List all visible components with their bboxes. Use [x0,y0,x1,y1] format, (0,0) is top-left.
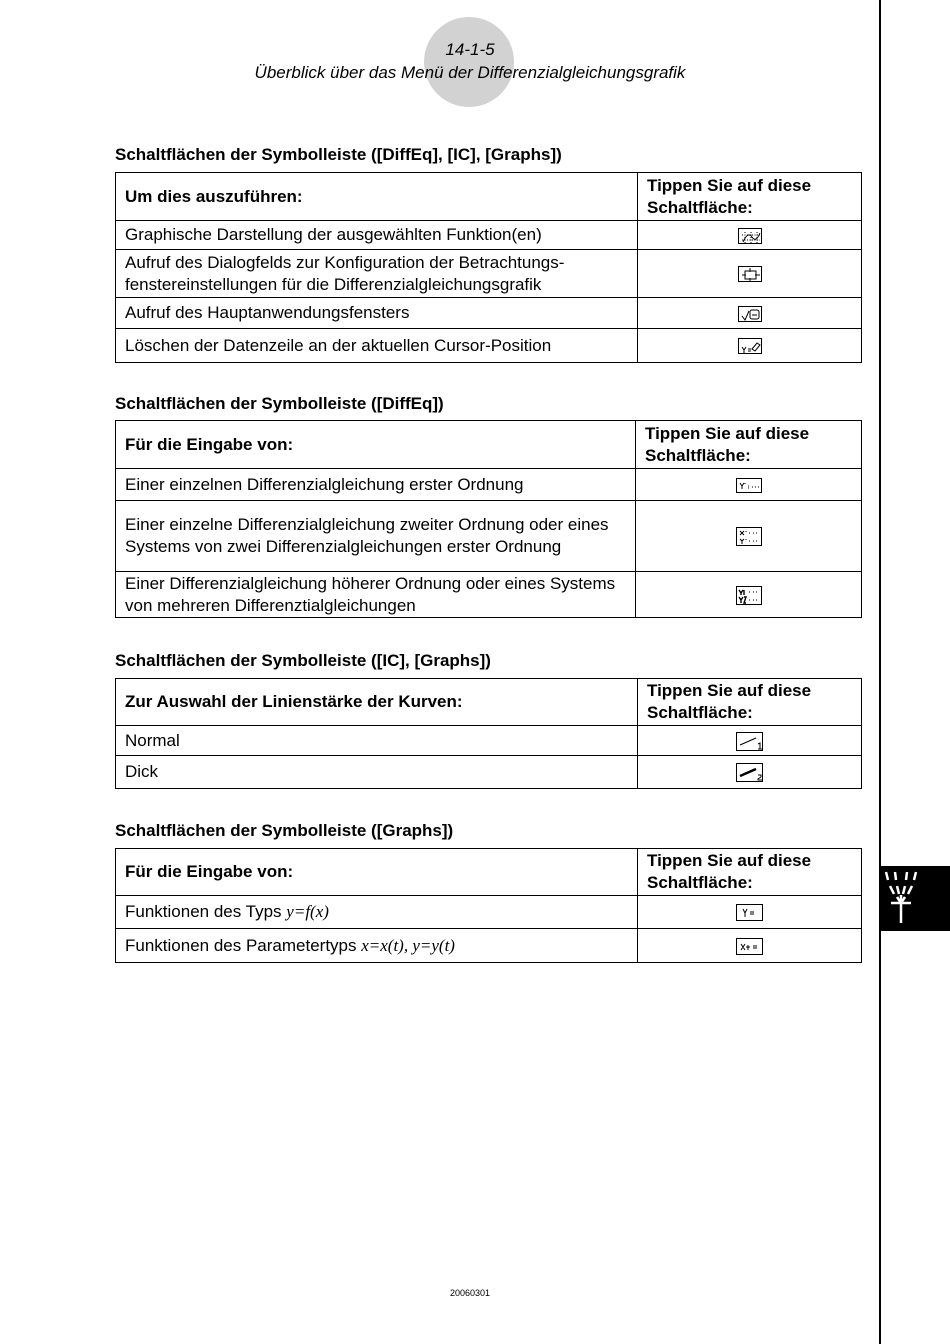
main-application-icon[interactable] [738,306,762,322]
toolbar-buttons-table-diffeq [115,420,862,618]
table-header-row [116,849,862,896]
document-code: 20060301 [449,1288,491,1298]
table-row [116,329,862,363]
view-window-icon[interactable] [738,266,762,282]
column-header-action: Um dies auszuführen: [116,173,638,221]
page-number-circle [424,17,514,107]
toolbar-buttons-table-line-thickness [115,678,862,789]
column-header-button: Tippen Sie auf diese Schaltfläche: [638,173,862,221]
normal-line-icon[interactable] [736,732,763,751]
delete-line-icon[interactable] [738,338,762,354]
table-row [116,756,862,789]
table-row [116,298,862,329]
row-description: Aufruf des Dialogfelds zur Konfiguration der Betrachtungs-fenstereinstellungen für die Differenzialgleichungsgrafik [116,250,638,298]
column-header-button: Tippen Sie auf diese Schaltfläche: [638,849,862,896]
table-row [116,726,862,756]
table-row [116,572,862,618]
table-header-row [116,679,862,726]
table-row [116,896,862,929]
table-row [116,501,862,572]
table-header-row [116,421,862,469]
row-description: Einer einzelnen Differenzialgleichung erster Ordnung [116,469,636,501]
chapter-tab [880,866,950,931]
row-description: Aufruf des Hauptanwendungsfensters [116,298,638,329]
row-description: Löschen der Datenzeile an der aktuellen Cursor-Position [116,329,638,363]
row-description: Normal [116,726,638,756]
table-row [116,929,862,963]
row-description: Dick [116,756,638,789]
draw-graph-icon[interactable] [738,228,762,244]
thick-line-icon[interactable] [736,763,763,782]
row-description [116,896,638,929]
row-description [116,929,638,963]
table-row [116,221,862,250]
section-title-ic-graphs-toolbar: Schaltflächen der Symbolleiste ([IC], [Graphs]) [115,651,491,670]
section-title-diffeq-toolbar: Schaltflächen der Symbolleiste ([DiffEq]) [115,394,444,413]
table-row [116,469,862,501]
section-title-all-toolbar: Schaltflächen der Symbolleiste ([DiffEq], [IC], [Graphs]) [115,145,562,164]
differential-graph-chapter-icon [880,866,950,931]
row-description-text: Funktionen des Typs [125,902,287,921]
toolbar-buttons-table-graphs [115,848,862,963]
row-description-text: Funktionen des Parametertyps [125,935,362,955]
page-number: 14-1-5 [445,40,495,59]
y-equals-icon[interactable] [736,904,763,921]
formula-parametric: x=x(t), y=y(t) [361,935,455,955]
column-header-input: Für die Eingabe von: [116,421,636,469]
second-order-de-icon[interactable] [736,527,762,546]
row-description: Einer Differenzialgleichung höherer Ordnung oder eines Systems von mehreren Differenztialgleichungen [116,572,636,618]
right-margin-rule [879,0,881,1344]
section-title-graphs-toolbar: Schaltflächen der Symbolleiste ([Graphs]) [115,821,454,840]
page-subtitle: Überblick über das Menü der Differenzialgleichungsgrafik [254,63,686,82]
table-header-row [116,173,862,221]
higher-order-de-icon[interactable] [736,586,762,605]
column-header-button: Tippen Sie auf diese Schaltfläche: [636,421,862,469]
formula-y-f-x: y=f(x) [286,902,329,921]
column-header-input: Für die Eingabe von: [116,849,638,896]
column-header-button: Tippen Sie auf diese Schaltfläche: [638,679,862,726]
first-order-de-icon[interactable] [736,478,762,493]
column-header-line-thickness: Zur Auswahl der Linienstärke der Kurven: [116,679,638,726]
toolbar-buttons-table-all [115,172,862,363]
parametric-icon[interactable] [736,938,763,955]
row-description: Einer einzelne Differenzialgleichung zweiter Ordnung oder eines Systems von zwei Differenzialgleichungen erster Ordnung [116,501,636,572]
table-row [116,250,862,298]
row-description: Graphische Darstellung der ausgewählten Funktion(en) [116,221,638,250]
